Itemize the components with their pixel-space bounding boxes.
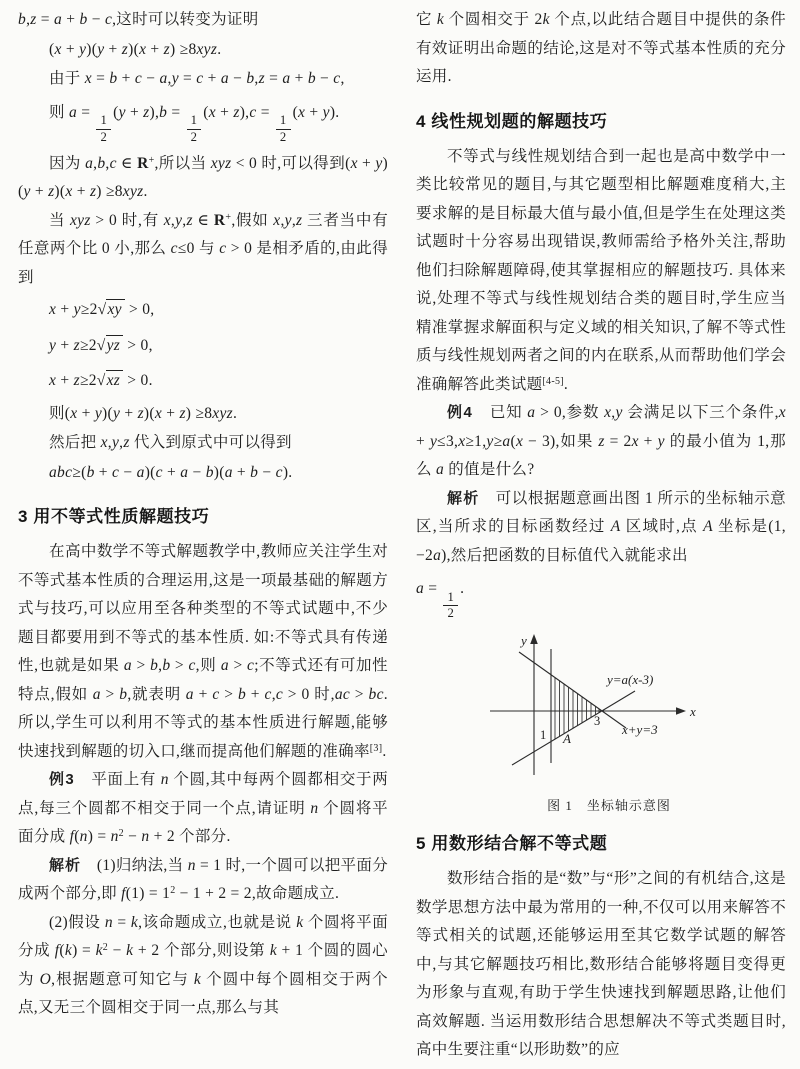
para-continued: b,z = a + b − c,这时可以转变为证明 <box>18 11 259 28</box>
para-section-5-intro: 数形结合指的是“数”与“形”之间的有机结合,这是数学思想方法中最为常用的一种,不仅可以用来解答不等式相关的试题,还能够运用至其它数学试题的解答中,与其它解题技巧相比,数形结合能够将题目变得更为形象与直观,有助于学生快速找到解题思路,让他们高效解题. 当运用数形结合思想解决不等式类题目时,高中生要注重“以形助数”的应 <box>416 870 786 1059</box>
ascending-line-label: y=a(x-3) <box>607 672 654 688</box>
para-example-4: 例4 已知 a > 0,参数 x,y 会满足以下三个条件,x + y≤3,x≥1,y≥a(x − 3),如果 z = 2x + y 的最小值为 1,那么 a 的值是什么? <box>416 404 786 478</box>
para-substitution: 由于 x = b + c − a,y = c + a − b,z = a + b − c, <box>49 70 345 87</box>
figure-caption: 图 1 坐标轴示意图 <box>547 798 671 814</box>
para-substitute-back: 然后把 x,y,z 代入到原式中可以得到 <box>49 434 292 452</box>
x-axis-arrow-icon <box>676 707 686 715</box>
para-section-4-intro: 不等式与线性规划结合到一起也是高中数学中一类比较常见的题目,与其它题型相比解题难度稍大,主要求解的是目标最大值与最小值,但是学生在处理这类试题时十分容易出现错误,教师需给予格外关注,帮助他们扫除解题障碍,使其掌握相应的解题技巧. 具体来说,处理不等式与线性规划结合类的题目时,学生应当精准掌握求解面积与定义域的相关知识,了解不等式性质与线性规划两者之间的内在联系,从而帮助他们学会准确解答此类试题[4-5]. <box>416 147 786 393</box>
para-section-3-intro: 在高中数学不等式解题教学中,教师应关注学生对不等式基本性质的合理运用,这是一项最基础的解题方式与技巧,可以应用至各种类型的不等式试题中,不少题目都要用到不等式的基本性质. 如:不等式具有传递性,也就是如果 a > b,b > c,则 a > c;不等式还有可加性特点,假如 a > b,就表明 a + c > b + c,c > 0 时,ac > bc. 所以,学生可以利用不等式的基本性质进行解题,能够快速找到解题的切入口,继而提高他们解题的准确率[3]. <box>18 543 388 760</box>
formula-abc-inequality: abc≥(b + c − a)(c + a − b)(a + b − c). <box>49 463 293 481</box>
formula-sqrt-xy: x + y≥2√xy > 0, <box>49 301 155 319</box>
para-example-3-solution-1: 解析 (1)归纳法,当 n = 1 时,一个圆可以把平面分成两个部分,即 $f(1) = 1^2 - 1 + 2 = 2$,故命题成立. <box>18 856 388 903</box>
para-continued-right: 它 k 个圆相交于 2k 个点,以此结合题目中提供的条件有效证明出命题的结论,这是对不等式基本性质的充分运用. <box>416 11 786 85</box>
section-5-heading: 5 用数形结合解不等式题 <box>416 834 608 854</box>
left-column <box>18 6 388 1069</box>
formula-half-sums: 则 a = $\frac{1}{2}$ (y + z),b = $\frac{1}{2}$ (x + z),c = $\frac{1}{2}$ (x + y). <box>49 103 340 144</box>
y-axis-label: y <box>521 633 527 649</box>
tick-label-3: 3 <box>594 714 601 729</box>
formula-sqrt-yz: y + z≥2√yz > 0, <box>49 336 153 354</box>
line-y-equals-a-x-minus-3 <box>512 691 635 765</box>
x-axis-label: x <box>690 704 696 720</box>
descending-line-label: x+y=3 <box>622 722 658 738</box>
tick-label-1: 1 <box>540 728 547 743</box>
line-x-plus-y-equals-3 <box>519 652 626 728</box>
para-example-3-solution-2: (2)假设 n = k,该命题成立,也就是说 k 个圆将平面分成 $f(k) = k^2 - k + 2$ 个部分,则设第 k + 1 个圆的圆心为 O,根据题意可知它与 k 个圆中每个圆相交于两个点,又无三个圆相交于同一点,那么与其 <box>18 913 388 1017</box>
para-case-positive: 当 xyz > 0 时,有 x,y,z ∈ R+,假如 x,y,z 三者当中有任意两个比 0 小,那么 c≤0 与 c > 0 是相矛盾的,由此得到 <box>18 211 388 286</box>
hatched-feasible-region <box>555 678 599 740</box>
section-3-heading: 3 用不等式性质解题技巧 <box>18 507 210 527</box>
formula-a-equals-half: a = $\frac{1}{2}$ . <box>416 580 465 621</box>
para-example-4-solution: 解析 可以根据题意画出图 1 所示的坐标轴示意区,当所求的目标函数经过 A 区域时,点 A 坐标是(1, −2a),然后把函数的目标值代入就能求出 <box>416 489 786 564</box>
formula-product-inequality: (x + y)(y + z)(x + z) ≥8xyz. <box>49 40 222 58</box>
figure-1-plot <box>460 629 712 787</box>
formula-sqrt-xz: x + z≥2√xz > 0. <box>49 372 153 390</box>
point-a-label: A <box>563 731 571 747</box>
formula-product-conclusion: 则(x + y)(y + z)(x + z) ≥8xyz. <box>49 404 238 422</box>
right-column <box>416 6 786 1069</box>
figure-1 <box>460 629 730 814</box>
y-axis-arrow-icon <box>530 634 538 644</box>
section-4-heading: 4 线性规划题的解题技巧 <box>416 111 608 131</box>
para-example-3: 例3 平面上有 n 个圆,其中每两个圆都相交于两点,每三个圆都不相交于同一个点,请证明 n 个圆将平面分成 $f(n) = n^2 - n + 2$ 个部分. <box>18 771 388 846</box>
para-case-negative: 因为 a,b,c ∈ R+,所以当 xyz < 0 时,可以得到(x + y)(y + z)(x + z) ≥8xyz. <box>18 154 388 201</box>
